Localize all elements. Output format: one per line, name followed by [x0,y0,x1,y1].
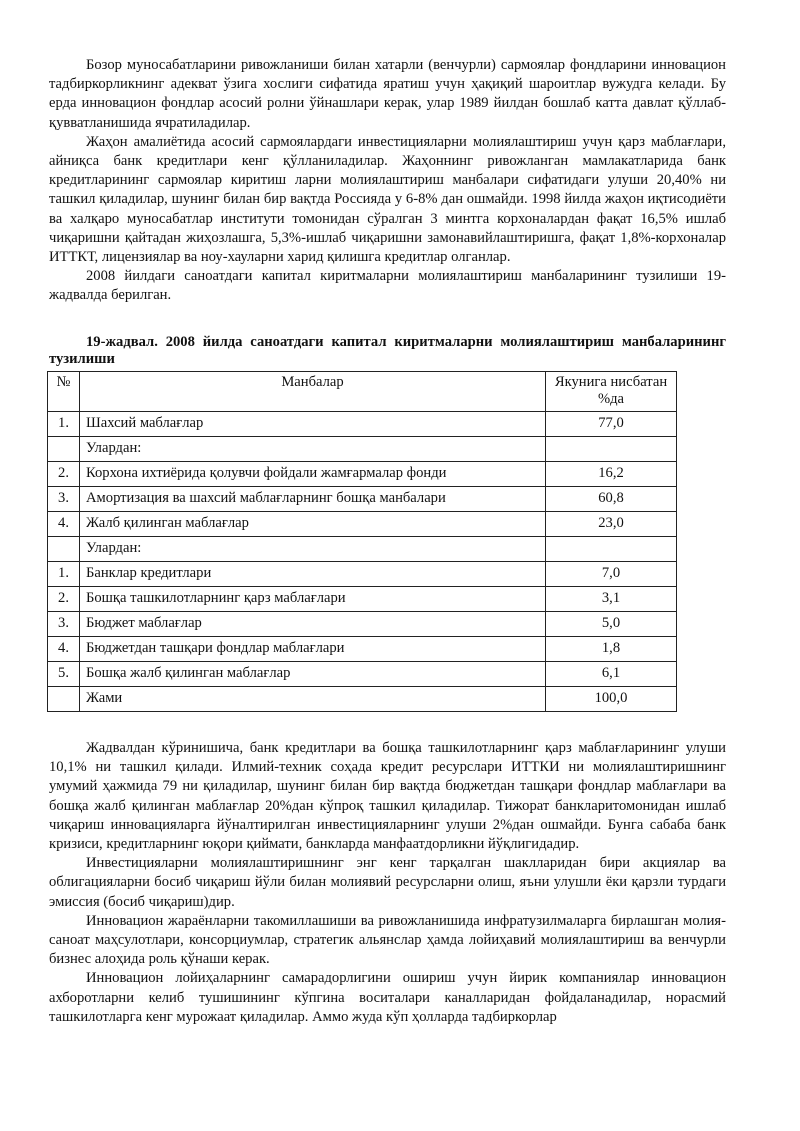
row-number: 3. [48,612,80,637]
table-row [48,462,677,487]
row-source: Амортизация ва шахсий маблағларнинг бошқа манбалари [80,487,546,512]
funding-sources-table [47,371,677,712]
header-source: Манбалар [80,372,546,412]
row-percent: 16,2 [546,462,677,487]
row-number [48,537,80,562]
row-source: Улардан: [80,437,546,462]
row-source: Бюджет маблағлар [80,612,546,637]
row-number: 1. [48,562,80,587]
paragraph: Бозор муносабатларини ривожланиши билан хатарли (венчурли) сармоялар фондларини инновацион тадбиркорликнинг адекват ўзига хослиги сифатида яратиш учун ҳақиқий шароитлар вужудга келади. Бу ерда инновацион фондлар асосий ролни ўйнашлари керак, улар 1989 йилдан бошлаб катта давлат қўллаб-қувватланишида ячратиладилар. [49,57,726,131]
table-header-row [48,372,677,412]
table-row [48,437,677,462]
row-number [48,437,80,462]
paragraph: Жаҳон амалиётида асосий сармоялардаги инвестицияларни молиялаштириш учун қарз маблағлари, айниқса банк кредитлари кенг қўлланиладилар. Жаҳоннинг ривожланган мамлакатларида банк кредитларининг сармоялар киритиш ларни молиялаштириш манбалари сифатидаги улуши 20,40% ни ташкил қиладилар, шунинг билан бир вақтда Россияда у 6-8% дан ошмайди. 1998 йилда жаҳон иқтисодиёти ва халқаро муносабатлар институти томонидан сўралган 3 минтга корхоналардан фақат 16,5% ишлаб чиқаришни қайтадан жиҳозлашга, 5,3%-ишлаб чиқаришни замонавийлаштиришга, фақат 1,8%-корхоналар ИТТКТ, лицензиялар ва ноу-хауларни харид қилишга кредитлар олганлар. [49,133,726,266]
table-row [48,662,677,687]
row-number: 1. [48,412,80,437]
row-source: Бюджетдан ташқари фондлар маблағлари [80,637,546,662]
row-percent [546,537,677,562]
row-source: Корхона ихтиёрида қолувчи фойдали жамғармалар фонди [80,462,546,487]
row-percent: 60,8 [546,487,677,512]
table-row [48,412,677,437]
row-number: 2. [48,462,80,487]
paragraph: Инновацион лойиҳаларнинг самарадорлигини ошириш учун йирик компаниялар инновацион ахборотларни келиб тушишининг кўпгина воситалари каналларидан фойдаланадилар, норасмий ташкилотларга кенг мурожаат қиладилар. Аммо жуда кўп ҳолларда тадбиркорлар [49,970,726,1025]
paragraph: Жадвалдан кўринишича, банк кредитлари ва бошқа ташкилотларнинг қарз маблағларининг улуши 10,1% ни ташкил қилади. Илмий-техник соҳада кредит ресурслари ИТТКИ ни молиялаштиришнинг умумий ҳажмида 79 ни қиладилар, шунинг билан бир вақтда бюджетдан ташқари фондлар маблағлари ва бошқа жалб қилинган маблағлар 20%дан кўпроқ ташкил қиладилар. Тижорат банкларитомонидан ишлаб чиқариш инновацияларга йўналтирилган инвестицияларнинг улуши 2%дан ошмайди. Бунга сабаба банк кризиси, кредитларнинг юқори қиймати, банкларда манфаатдорликни йўқлигидадир. [49,740,726,853]
table-caption: 19-жадвал. 2008 йилда саноатдаги капитал киритмаларни молиялаштириш манбаларининг тузилиши [49,334,726,367]
table-row [48,487,677,512]
row-number: 5. [48,662,80,687]
analysis-text [49,739,726,1027]
row-percent: 6,1 [546,662,677,687]
row-source: Банклар кредитлари [80,562,546,587]
table-row [48,587,677,612]
row-percent [546,437,677,462]
row-number [48,687,80,712]
table-row [48,562,677,587]
row-percent: 7,0 [546,562,677,587]
row-source: Жами [80,687,546,712]
table-row [48,612,677,637]
row-source: Жалб қилинган маблағлар [80,512,546,537]
row-number: 3. [48,487,80,512]
table-total-row [48,687,677,712]
header-percent: Якунига нисбатан %да [546,372,677,412]
table-row [48,637,677,662]
table-row [48,537,677,562]
paragraph: Инвестицияларни молиялаштиришнинг энг кенг тарқалган шаклларидан бири акциялар ва облигацияларни босиб чиқариш йўли билан молиявий ресурсларни олиш, яъни улушли ёки қарзли турдаги эмиссия (босиб чиқариш)дир. [49,855,726,910]
header-number: № [48,372,80,412]
row-source: Улардан: [80,537,546,562]
row-source: Бошқа ташкилотларнинг қарз маблағлари [80,587,546,612]
row-percent: 3,1 [546,587,677,612]
row-number: 4. [48,637,80,662]
row-percent: 100,0 [546,687,677,712]
row-percent: 77,0 [546,412,677,437]
row-source: Бошқа жалб қилинган маблағлар [80,662,546,687]
row-percent: 1,8 [546,637,677,662]
paragraph: 2008 йилдаги саноатдаги капитал киритмаларни молиялаштириш манбаларининг тузилиши 19-жадвалда берилган. [49,268,726,304]
row-number: 2. [48,587,80,612]
row-source: Шахсий маблағлар [80,412,546,437]
row-percent: 23,0 [546,512,677,537]
row-number: 4. [48,512,80,537]
paragraph: Инновацион жараёнларни такомиллашиши ва ривожланишида инфратузилмаларга бирлашган молия-саноат маҳсулотлари, консорциумлар, стратегик альянслар ҳамда лойиҳавий молиялаштириш ва венчурли бизнес алоҳида роль қўнаши керак. [49,912,726,968]
table-row [48,512,677,537]
intro-text [49,56,726,306]
row-percent: 5,0 [546,612,677,637]
